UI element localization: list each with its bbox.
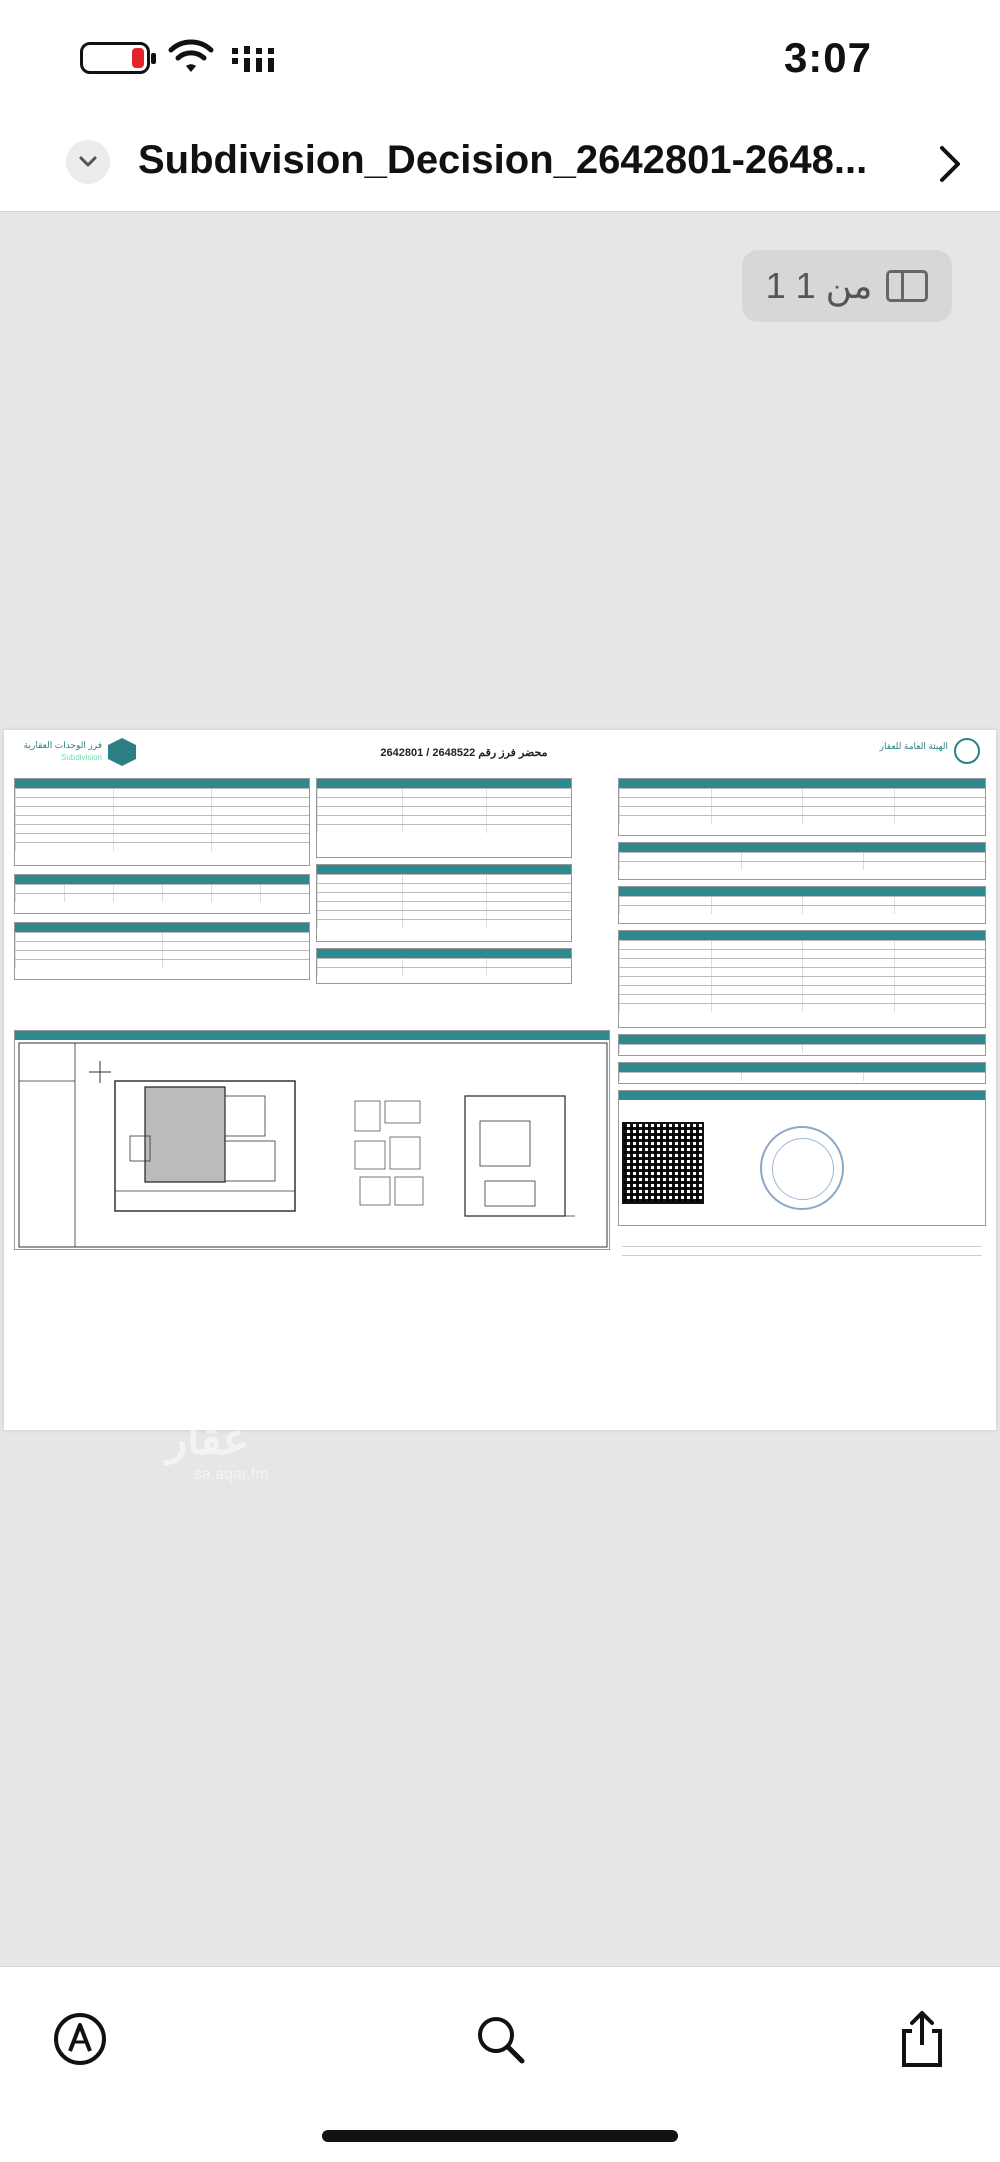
floor-plan: [14, 1030, 610, 1250]
navigation-bar: [0, 120, 1000, 212]
markup-icon[interactable]: [48, 2007, 112, 2071]
aqar-watermark: عقار sa.aqar.fm: [166, 1415, 269, 1483]
private-parts-panel: [316, 948, 572, 984]
page-count-label: 1 من 1: [765, 265, 873, 306]
chevron-right-icon[interactable]: [928, 136, 972, 192]
authority-logo: الهيئة العامة للعقار: [860, 738, 980, 768]
qr-code: [622, 1122, 704, 1204]
location-info-panel: [618, 930, 986, 1028]
unit-components-panel: [14, 874, 310, 914]
boundaries-panel: [316, 778, 572, 858]
unit-info-panel: [14, 778, 310, 866]
sidebar-icon: [886, 270, 928, 302]
engineering-office-panel: [618, 1034, 986, 1056]
status-bar: [0, 0, 1000, 120]
document-title[interactable]: Subdivision_Decision_2642801-2648...: [138, 138, 868, 182]
battery-low-icon: [80, 42, 150, 74]
document-notes: [622, 1238, 982, 1265]
home-indicator[interactable]: [322, 2130, 678, 2142]
search-icon[interactable]: [468, 2007, 532, 2071]
coordinates-panel: [316, 864, 572, 942]
document-header: [4, 730, 996, 770]
official-seal: [760, 1126, 844, 1210]
clock: 3:07: [783, 34, 872, 81]
chevron-down-icon[interactable]: [66, 140, 110, 184]
record-info-panel: [618, 778, 986, 836]
floor-plan-drawing: [15, 1041, 611, 1249]
document-page[interactable]: [4, 730, 996, 1430]
share-icon[interactable]: [890, 2007, 954, 2071]
page-indicator[interactable]: [742, 250, 952, 322]
document-heading: محضر فرز رقم 2648522 / 2642801: [380, 747, 548, 759]
owners-association-panel: [618, 1062, 986, 1084]
wifi-icon: [168, 38, 214, 76]
cellular-icon: [230, 44, 282, 74]
shared-parts-panel: [14, 922, 310, 980]
owner-info-panel: [618, 842, 986, 880]
subdivision-logo: فرز الوحدات العقارية Subdivision: [16, 738, 136, 770]
deed-info-panel: [618, 886, 986, 924]
